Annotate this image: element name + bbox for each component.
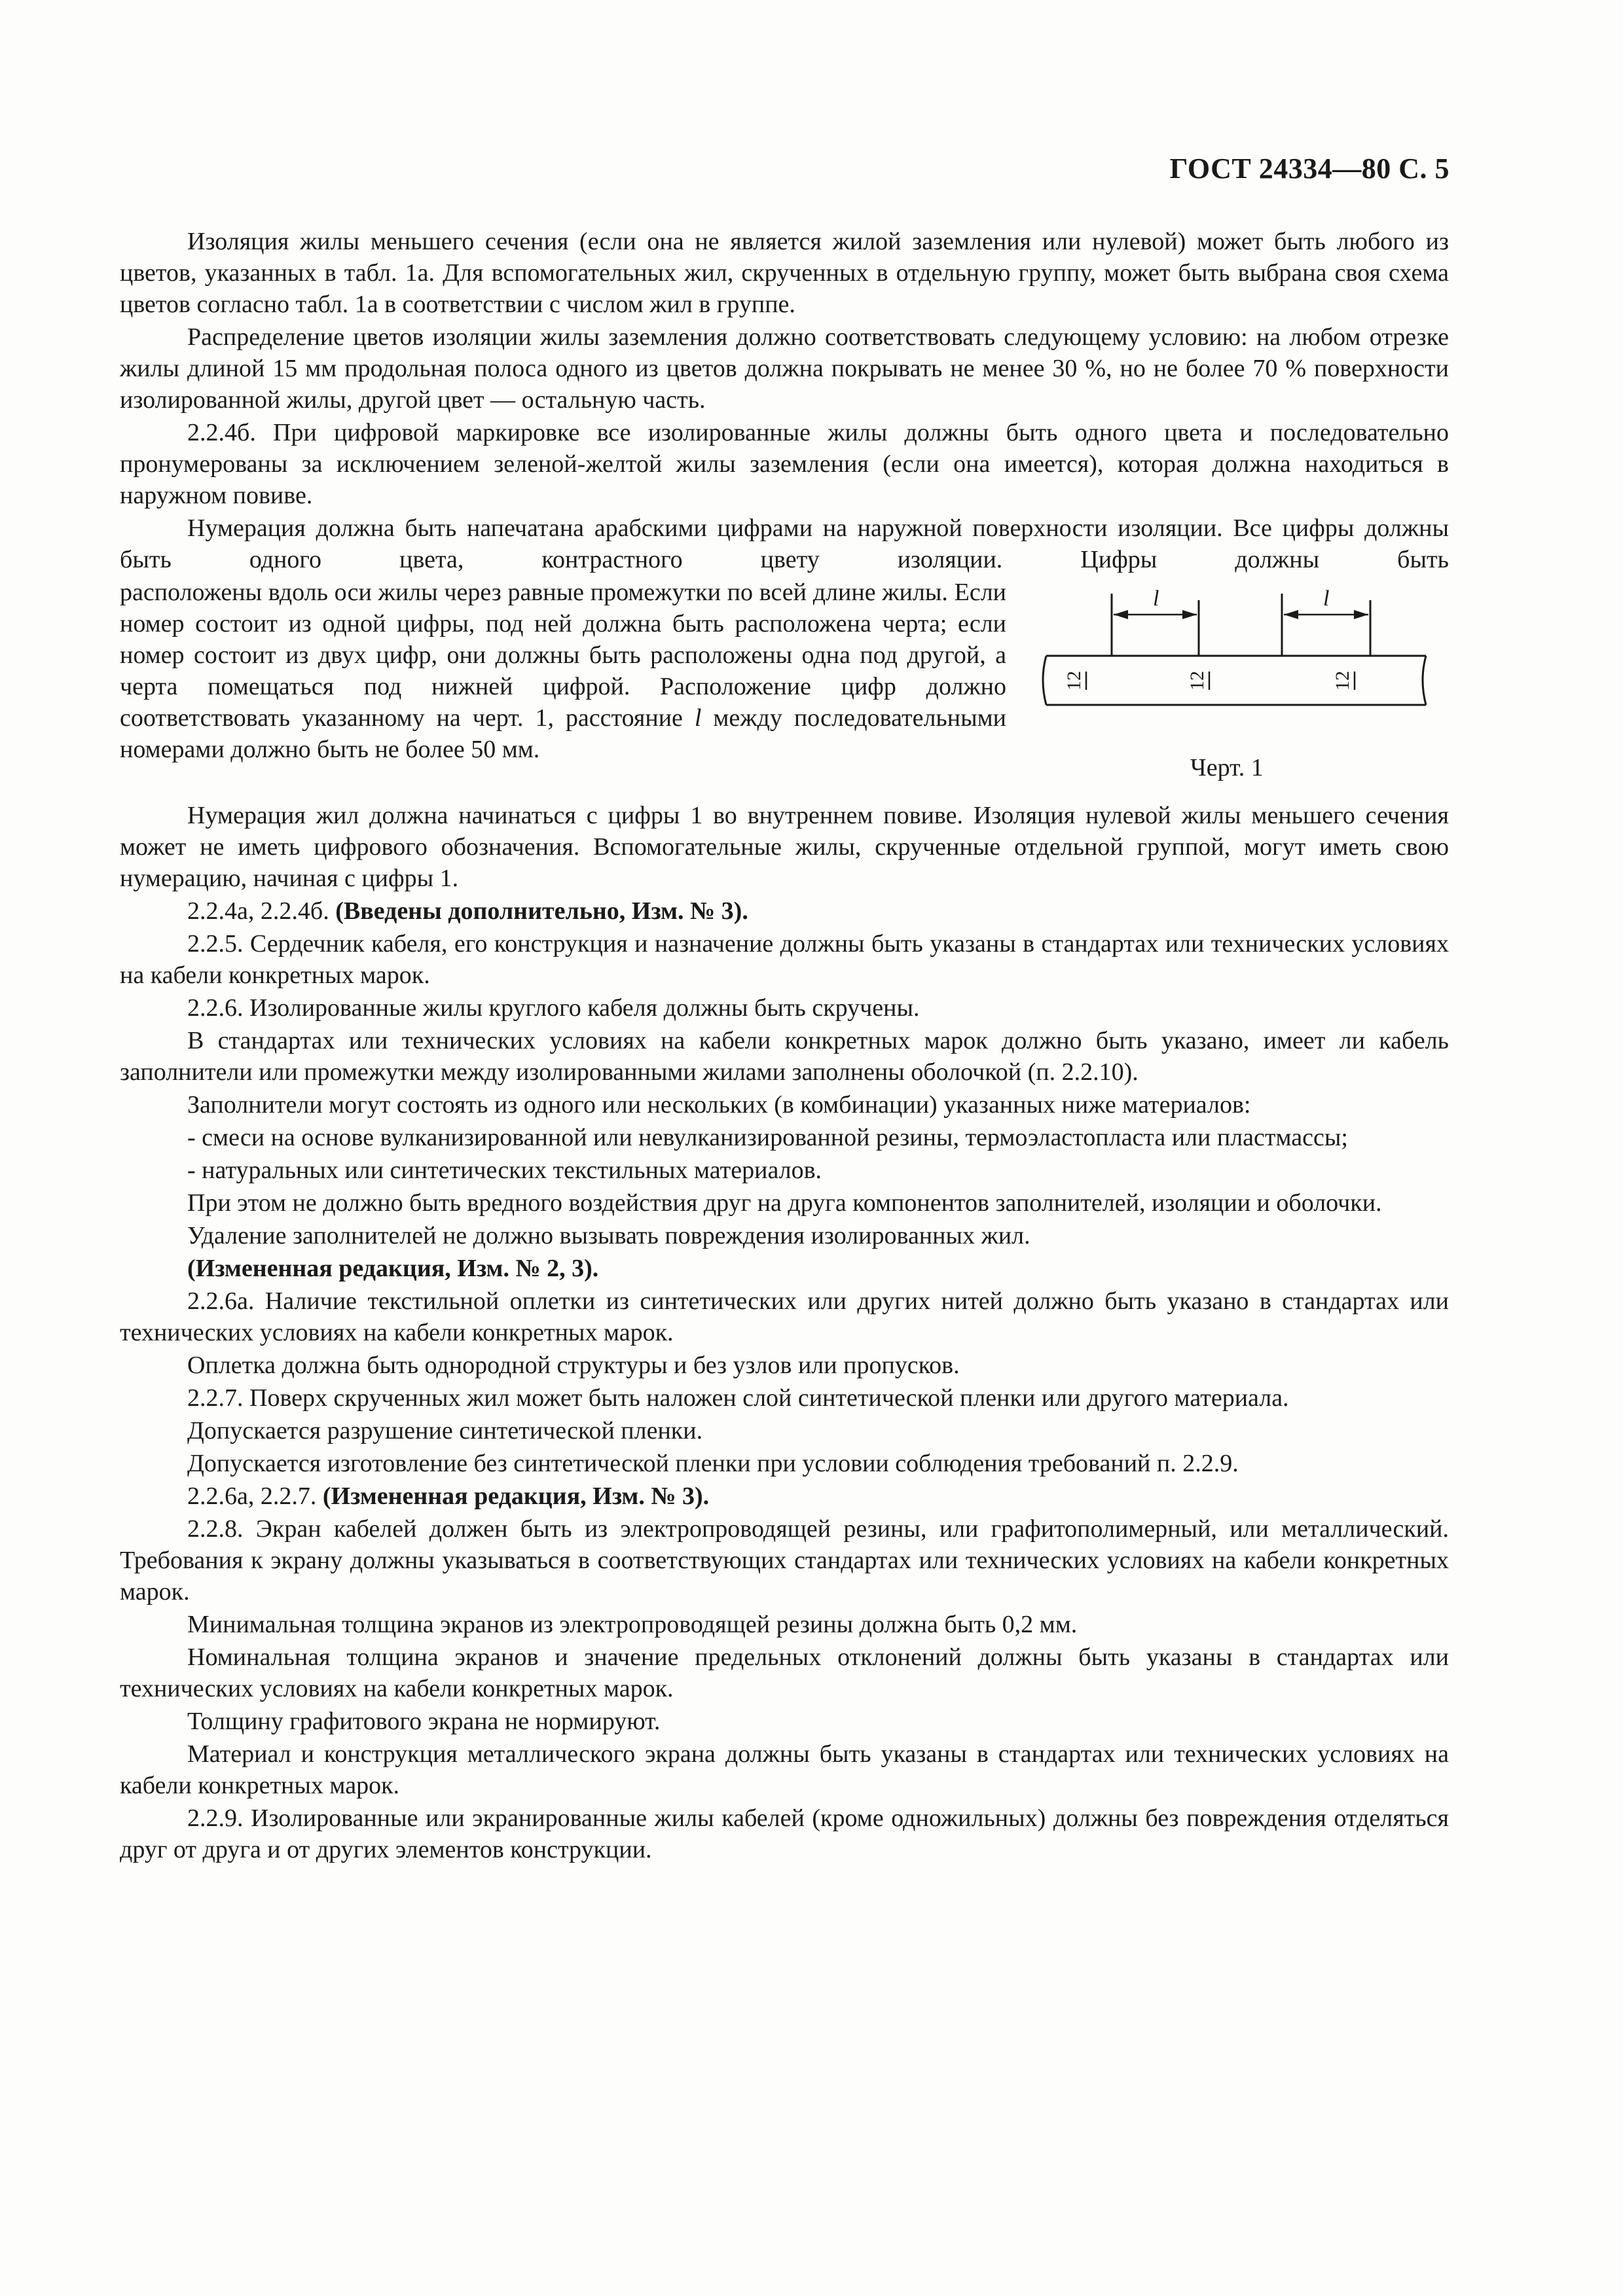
amendment-note: (Измененная редакция, Изм. № 3).	[322, 1482, 710, 1510]
paragraph-text: Допускается разрушение синтетической пленки.	[187, 1417, 703, 1444]
cable-mark-2	[1186, 671, 1209, 691]
paragraph	[120, 1122, 1449, 1153]
paragraph-text: 2.2.6а. Наличие текстильной оплетки из синтетических или других нитей должно быть указано в стандартах или технических условиях на кабели конкретных марок.	[120, 1287, 1449, 1346]
paragraph	[120, 1025, 1449, 1088]
paragraph	[120, 1220, 1449, 1251]
paragraph: 2.2.4б. При цифровой маркировке все изолированные жилы должны быть одного цвета и последовательно пронумерованы за исключением зеленой-желтой жилы заземления (если она имеется), которая должна находиться в наружном повиве.	[120, 419, 1449, 509]
paragraph-text: При этом не должно быть вредного воздействия друг на друга компонентов заполнителей, изоляции и оболочки.	[187, 1189, 1382, 1217]
paragraph	[120, 1350, 1449, 1381]
paragraph-text: - смеси на основе вулканизированной или невулканизированной резины, термоэластопласта или пластмассы;	[187, 1124, 1348, 1151]
paragraph	[120, 1609, 1449, 1640]
paragraph	[120, 895, 1449, 927]
paragraph	[120, 1448, 1449, 1479]
paragraph-text: Номинальная толщина экранов и значение предельных отклонений должны быть указаны в стандартах или технических условиях на кабели конкретных марок.	[120, 1643, 1449, 1702]
wrap-text-part: расположены вдоль оси жилы через равные промежутки по всей длине жилы. Если номер состоит из одной цифры, под ней должна быть расположена черта; если номер состоит из двух цифр, они должны быть расположены одна под другой, а черта помещаться под нижней цифрой. Расположение цифр должно соответствовать указанному на черт. 1, расстояние	[120, 579, 1006, 732]
wrap-text-part: между последовательными номерами должно быть не более 50 мм.	[120, 704, 1006, 763]
paragraph	[120, 1089, 1449, 1121]
paragraph	[120, 800, 1449, 894]
paragraph	[120, 1641, 1449, 1704]
paragraph	[120, 1253, 1449, 1284]
paragraph-text: В стандартах или технических условиях на кабели конкретных марок должно быть указано, имеет ли кабель заполнители или промежутки между изолированными жилами заполнены оболочкой (п. 2.2.10).	[120, 1027, 1449, 1086]
amendment-note: (Введены дополнительно, Изм. № 3).	[335, 897, 748, 925]
paragraph-text: 2.2.5. Сердечник кабеля, его конструкция и назначение должны быть указаны в стандартах или технических условиях на кабели конкретных марок.	[120, 930, 1449, 989]
paragraph	[120, 992, 1449, 1024]
paragraph	[120, 1738, 1449, 1801]
paragraph-list	[120, 800, 1449, 1865]
paragraph-text: Минимальная толщина экранов из электропроводящей резины должна быть 0,2 мм.	[187, 1611, 1078, 1638]
paragraph-text: Толщину графитового экрана не нормируют.	[187, 1708, 661, 1735]
paragraph	[120, 1285, 1449, 1348]
paragraph: Нумерация должна быть напечатана арабскими цифрами на наружной поверхности изоляции. Все цифры должны быть одного цвета, контрастного цвету изоляции. Цифры должны быть	[120, 514, 1449, 573]
cable-mark-3	[1332, 671, 1355, 691]
paragraph-text: 2.2.4а, 2.2.4б.	[187, 897, 336, 925]
paragraph-text: Материал и конструкция металлического экрана должны быть указаны в стандартах или технических условиях на кабели конкретных марок.	[120, 1740, 1449, 1799]
wrap-text-variable: l	[694, 704, 702, 732]
paragraph-text: 2.2.9. Изолированные или экранированные жилы кабелей (кроме одножильных) должны без повреждения отделяться друг от друга и от других элементов конструкции.	[120, 1804, 1449, 1863]
paragraph-text: 2.2.8. Экран кабелей должен быть из электропроводящей резины, или графитополимерный, или металлический. Требования к экрану должны указываться в соответствующих стандартах или технических условиях на кабели конкретных марок.	[120, 1515, 1449, 1605]
figure-1	[1030, 581, 1449, 800]
paragraph-text: 2.2.6а, 2.2.7.	[187, 1482, 323, 1510]
paragraph	[120, 1415, 1449, 1446]
figure-wrap-block	[120, 577, 1449, 800]
paragraph-text: Оплетка должна быть однородной структуры и без узлов или пропусков.	[187, 1352, 960, 1379]
svg-text:12: 12	[1063, 671, 1085, 691]
dim-label-right: l	[1323, 586, 1330, 611]
paragraph-text: Нумерация жил должна начинаться с цифры 1 во внутреннем повиве. Изоляция нулевой жилы меньшего сечения может не иметь цифрового обозначения. Вспомогательные жилы, скрученные отдельной группой, могут иметь свою нумерацию, начиная с цифры 1.	[120, 802, 1449, 892]
figure-caption: Черт. 1	[1190, 754, 1264, 781]
paragraph-text: 2.2.7. Поверх скрученных жил может быть наложен слой синтетической пленки или другого материала.	[187, 1384, 1289, 1412]
paragraph	[120, 928, 1449, 991]
paragraph-text: 2.2.6. Изолированные жилы круглого кабеля должны быть скручены.	[187, 994, 920, 1022]
svg-text:12: 12	[1331, 671, 1353, 691]
page-header: ГОСТ 24334—80 С. 5	[1169, 152, 1450, 185]
cable-marking-diagram	[1030, 581, 1449, 738]
paragraph	[120, 1480, 1449, 1512]
paragraph: Изоляция жилы меньшего сечения (если она не является жилой заземления или нулевой) может быть любого из цветов, указанных в табл. 1а. Для вспомогательных жил, скрученных в отдельную группу, может быть выбрана своя схема цветов согласно табл. 1а в соответствии с числом жил в группе.	[120, 228, 1449, 318]
paragraph	[120, 1382, 1449, 1414]
svg-text:12: 12	[1186, 671, 1208, 691]
paragraph-text: Заполнители могут состоять из одного или нескольких (в комбинации) указанных ниже материалов:	[187, 1091, 1251, 1119]
paragraph-text: - натуральных или синтетических текстильных материалов.	[187, 1157, 822, 1184]
dim-label-left: l	[1153, 586, 1159, 611]
paragraph	[120, 1513, 1449, 1607]
document-body	[120, 226, 1449, 1867]
paragraph: Распределение цветов изоляции жилы заземления должно соответствовать следующему условию: на любом отрезке жилы длиной 15 мм продольная полоса одного из цветов должна покрывать не менее 30 %, но не более 70 % поверхности изолированной жилы, другой цвет — остальную часть.	[120, 323, 1449, 414]
paragraph	[120, 1187, 1449, 1219]
paragraph-text: Удаление заполнителей не должно вызывать повреждения изолированных жил.	[187, 1222, 1030, 1249]
paragraph-text: Допускается изготовление без синтетической пленки при условии соблюдения требований п. 2.2.9.	[187, 1450, 1239, 1477]
paragraph	[120, 1155, 1449, 1186]
amendment-note: (Измененная редакция, Изм. № 2, 3).	[187, 1255, 599, 1282]
cable-mark-1	[1063, 671, 1086, 691]
paragraph	[120, 1706, 1449, 1737]
paragraph	[120, 1803, 1449, 1865]
